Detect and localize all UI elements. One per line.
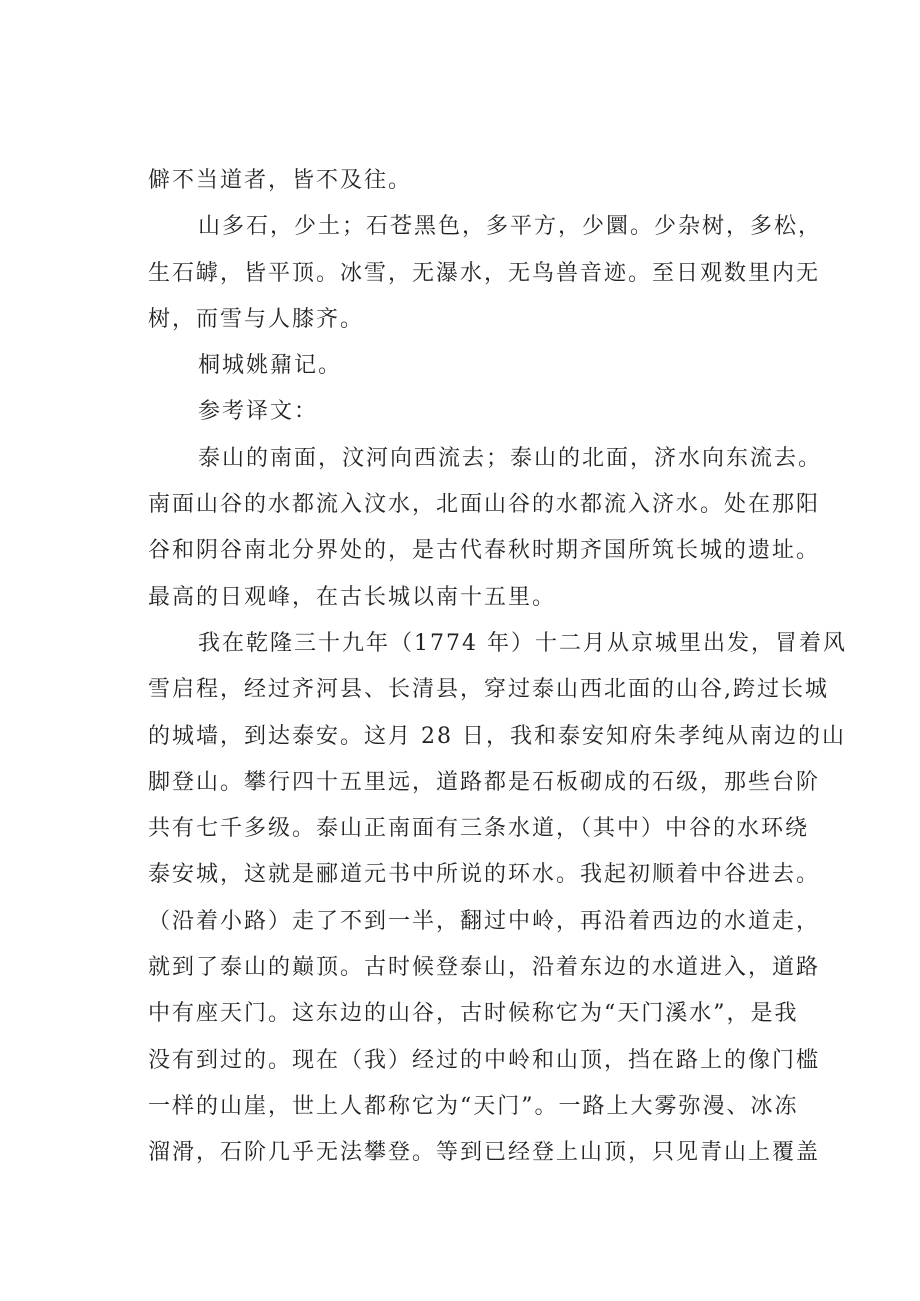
- text-line: 溜滑，石阶几乎无法攀登。等到已经登上山顶，只见青山上覆盖: [148, 1140, 821, 1166]
- text-line: 桐城姚鼐记。: [198, 353, 343, 379]
- text-line: （沿着小路）走了不到一半，翻过中岭，再沿着西边的水道走，: [148, 908, 821, 934]
- text-line: 中有座天门。这东边的山谷，古时候称它为“天门溪水”，是我: [148, 1001, 799, 1027]
- text-line: 泰安城，这就是郦道元书中所说的环水。我起初顺着中谷进去。: [148, 862, 821, 888]
- text-line: 就到了泰山的巅顶。古时候登泰山，沿着东边的水道进入，道路: [148, 955, 821, 981]
- text-line: 山多石，少土；石苍黑色，多平方，少圜。少杂树，多松，: [198, 214, 823, 240]
- text-line: 僻不当道者，皆不及往。: [148, 168, 413, 193]
- text-line: 脚登山。攀行四十五里远，道路都是石板砌成的石级，那些台阶: [148, 769, 821, 795]
- text-line: 生石罅，皆平顶。冰雪，无瀑水，无鸟兽音迹。至日观数里内无: [148, 260, 821, 286]
- text-line: 南面山谷的水都流入汶水，北面山谷的水都流入济水。处在那阳: [148, 492, 821, 518]
- text-line: 一样的山崖，世上人都称它为“天门”。一路上大雾弥漫、冰冻: [148, 1093, 799, 1119]
- text-line: 参考译文：: [198, 399, 319, 425]
- document-body: [148, 158, 847, 1177]
- text-line: 共有七千多级。泰山正南面有三条水道，（其中）中谷的水环绕: [148, 816, 810, 842]
- text-line: 我在乾隆三十九年（1774 年）十二月从京城里出发，冒着风: [198, 630, 847, 656]
- text-line: 树，而雪与人膝齐。: [148, 306, 365, 332]
- text-line: 的城墙，到达泰安。这月 28 日，我和泰安知府朱孝纯从南边的山: [148, 723, 846, 749]
- text-line: 泰山的南面，汶河向西流去；泰山的北面，济水向东流去。: [198, 445, 823, 471]
- text-line: 谷和阴谷南北分界处的，是古代春秋时期齐国所筑长城的遗址。: [148, 538, 821, 564]
- text-line: 没有到过的。现在（我）经过的中岭和山顶，挡在路上的像门槛: [148, 1047, 821, 1073]
- text-line: 最高的日观峰，在古长城以南十五里。: [148, 584, 557, 610]
- text-line: 雪启程，经过齐河县、长清县，穿过泰山西北面的山谷,跨过长城: [148, 677, 829, 703]
